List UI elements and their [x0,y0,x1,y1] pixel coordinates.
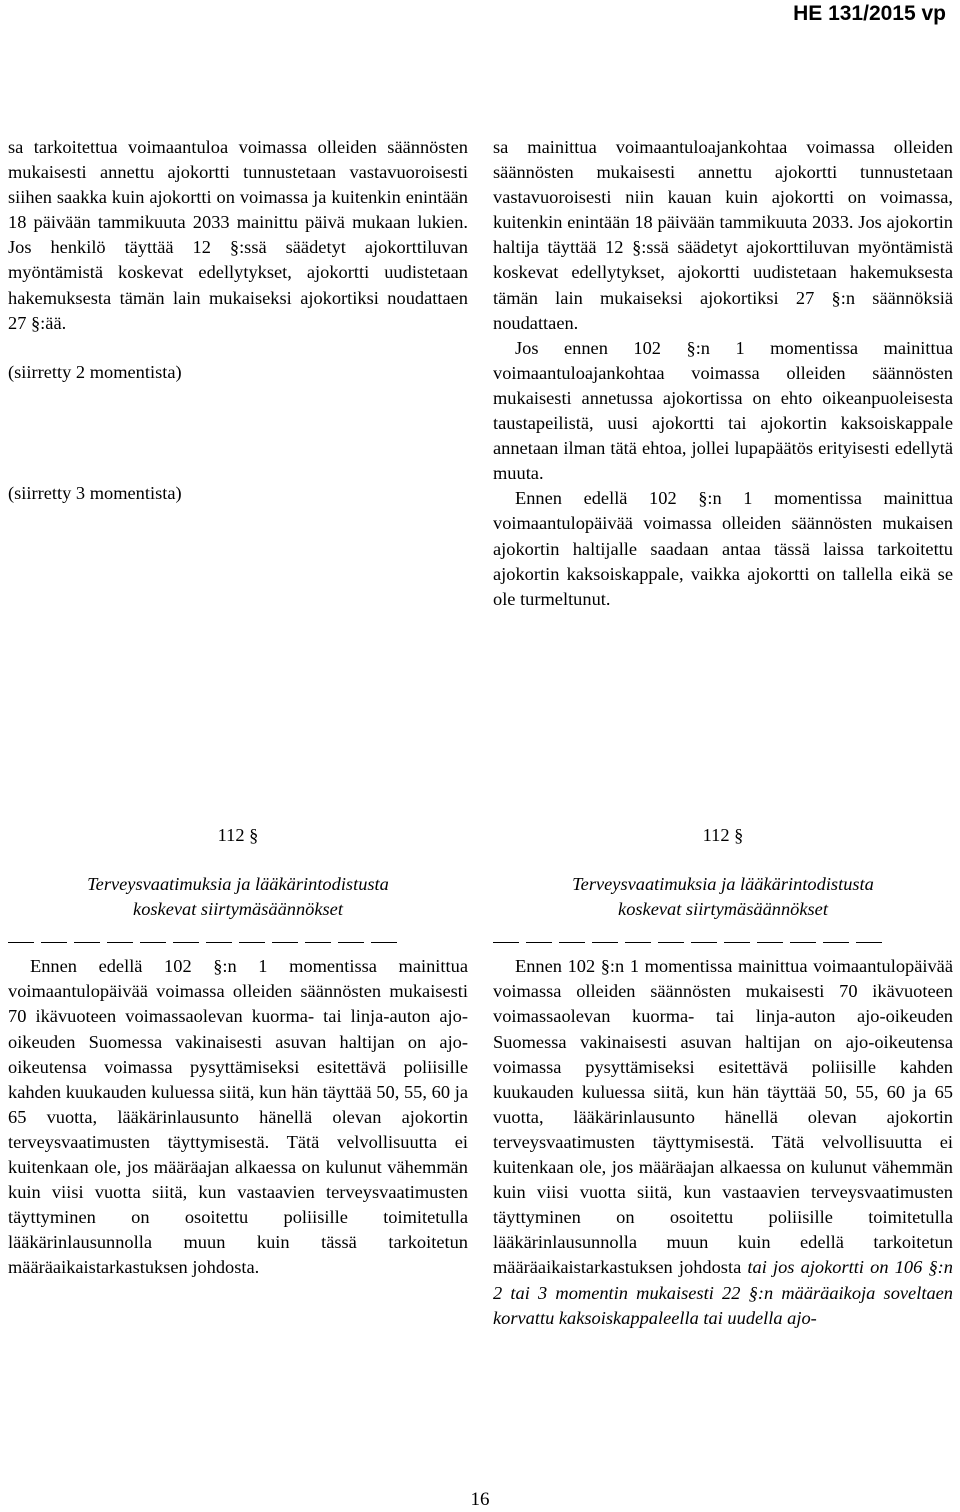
right-omission-dashes [493,942,953,950]
right-paragraph-2: Jos ennen 102 §:n 1 momentissa mainittua voimaantuloajankohtaa voimassa olleiden säännösten mukaisesti annetussa ajokortissa on ehto oikeanpuoleisesta taustapeilistä, uusi ajokortti tai ajokortin kaksoiskappale annetaan ilman tätä ehtoa, jollei lupapäätös erityisesti edellytä muuta. [493,337,953,484]
left-note-moved-3: (siirretty 3 momentista) [8,482,182,503]
right-paragraph-4-text: Ennen 102 §:n 1 momentissa mainittua voimaantulopäivää voimassa olleiden säännösten mukaisesti 70 ikävuoteen voimassaolevan kuorma- tai linja-auton ajo-oikeuden Suomessa vakinaisesti asuvan haltijan on ajo-oikeutensa voimassa pysyttämiseksi esitettävä poliisille kahden kuukauden kuluessa siitä, kun hän täyttää 50, 55, 60 ja 65 vuotta, lääkärinlausunto hänellä olevan ajokortin terveysvaatimusten täyttymisestä. Tätä velvollisuutta ei kuitenkaan ole, jos määräajan alkaessa on kulunut vähemmän kuin viisi vuotta siitä, kun vastaavien terveysvaatimusten täyttyminen on osoitettu poliisille toimitetulla lääkärinlausunnolla muun kuin edellä tarkoitetun määräaikaistarkastuksen johdosta [493,956,953,1278]
right-paragraph-3: Ennen edellä 102 §:n 1 momentissa mainittua voimaantulopäivää voimassa olleiden säännösten mukaisen ajokortin haltijalle saadaan antaa tässä laissa tarkoitettu ajokortin kaksoiskappale, vaikka ajokortti on tallella eikä se ole turmeltunut. [493,488,953,609]
left-paragraph-1: sa tarkoitettua voimaantuloa voimassa olleiden säännösten mukaisesti annettu ajokortti tunnustetaan vastavuoroisesti siihen saakka kuin ajokortti on voimassa ja kuitenkin enintään 18 päivään tammikuuta 2033 mainittu päivä mukaan lukien. Jos henkilö täyttää 12 §:ssä säädetyt ajokorttiluvan myöntämistä koskevat edellytykset, ajokortti uudistetaan hakemuksesta tämän lain mukaiseksi ajokortiksi noudattaen 27 §:ää. [8,137,468,333]
right-section-title-line-2: koskevat siirtymäsäännökset [618,899,828,920]
left-upper-block [8,135,468,506]
left-paragraph-2: Ennen edellä 102 §:n 1 momentissa mainittua voimaantulopäivää voimassa olleiden säännösten mukaisesti 70 ikävuoteen voimassaolevan kuorma- tai linja-auton ajo-oikeuden Suomessa vakinaisesti asuvan haltijan on ajo-oikeutensa voimassa pysyttämiseksi esitettävä poliisille kahden kuukauden kuluessa siitä, kun hän täyttää 50, 55, 60 ja 65 vuotta, lääkärinlausunto hänellä olevan ajokortin terveysvaatimusten täyttymisestä. Tätä velvollisuutta ei kuitenkaan ole, jos määräajan alkaessa on kulunut vähemmän kuin viisi vuotta siitä, kun vastaavien terveysvaatimusten täyttyminen on osoitettu poliisille toimitetulla lääkärinlausunnolla muun kuin tässä tarkoitetun määräaikaistarkastuksen johdosta. [8,956,468,1278]
left-note-moved-2: (siirretty 2 momentista) [8,361,182,382]
right-section-title-line-1: Terveysvaatimuksia ja lääkärintodistusta [572,874,874,895]
left-section-number: 112 § [217,825,259,845]
right-upper-block [493,135,953,612]
right-paragraph-1: sa mainittua voimaantuloajankohtaa voimassa olleiden säännösten mukaisesti annettu ajokortti tunnustetaan vastavuoroisesti niin kauan kuin ajokortti on voimassa, kuitenkin enintään 18 päivään tammikuuta 2033. Jos ajokortin haltija täyttää 12 §:ssä säädetyt ajokorttiluvan myöntämistä koskevat edellytykset, ajokortti uudistetaan hakemuksesta tämän lain mukaiseksi ajokortiksi 27 §:n säännöksiä noudattaen. [493,137,953,333]
right-paragraph-4-amendment: tai jos ajokortti on 106 §:n 2 tai 3 momentin mukaisesti 22 §:n määräaikoja soveltaen korvattu kaksoiskappaleella tai uudella ajo- [493,1257,953,1328]
right-section-112 [493,823,953,1331]
right-section-number: 112 § [702,825,744,845]
left-omission-dashes [8,942,468,950]
right-paragraph-4 [493,954,953,1330]
document-id: HE 131/2015 vp [793,2,946,25]
page-number: 16 [470,1489,490,1510]
left-section-112 [8,823,468,1281]
left-section-title-line-1: Terveysvaatimuksia ja lääkärintodistusta [87,874,389,895]
left-section-title-line-2: koskevat siirtymäsäännökset [133,899,343,920]
